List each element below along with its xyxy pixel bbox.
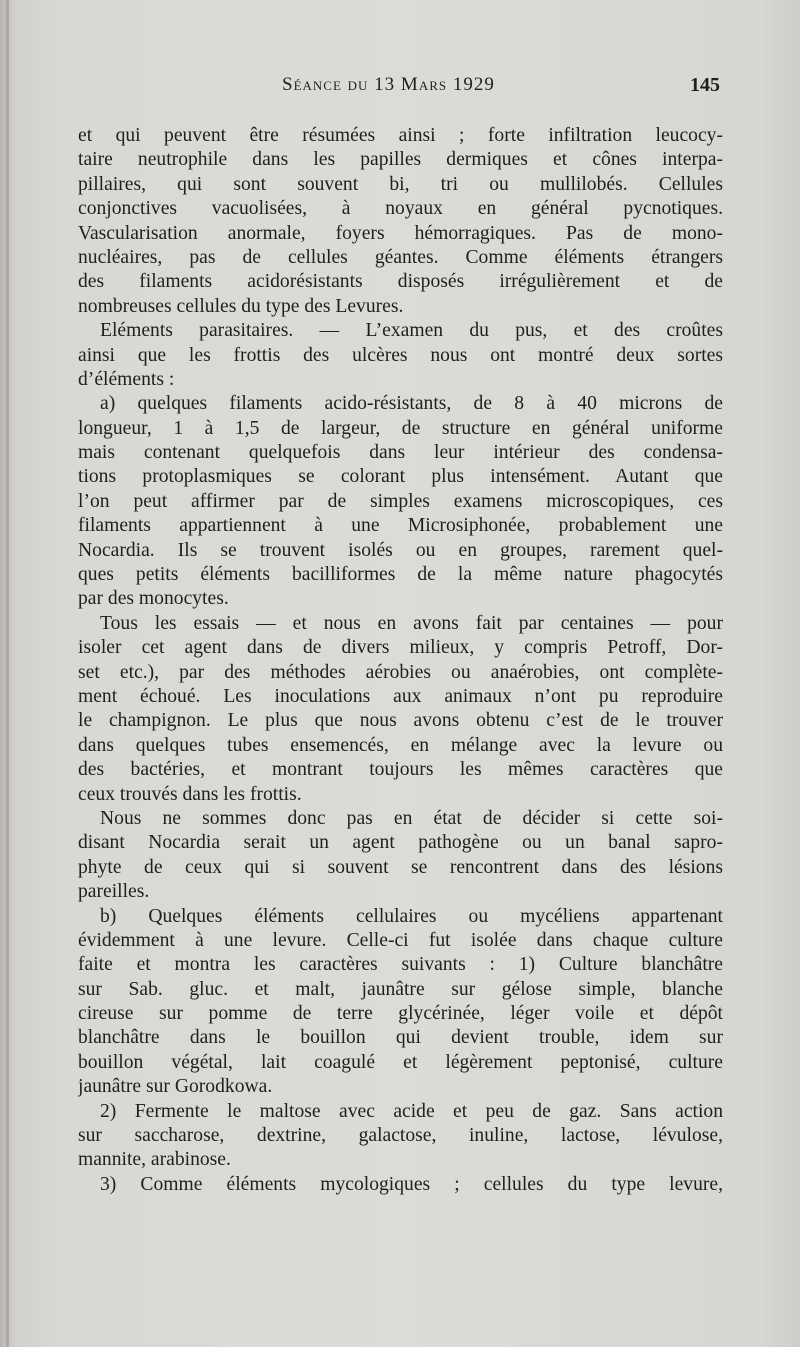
text-line: par des monocytes. (78, 588, 229, 610)
text-line: l’on peut affirmer par de simples examens microscopiques, ces (78, 490, 723, 512)
text-line: nombreuses cellules du type des Levures. (78, 295, 404, 317)
text-line: 2) Fermente le maltose avec acide et peu de gaz. Sans action (100, 1100, 723, 1122)
text-line: set etc.), par des méthodes aérobies ou anaérobies, ont complète- (78, 661, 723, 683)
text-line: pillaires, qui sont souvent bi, tri ou mullilobés. Cellules (78, 173, 723, 195)
text-line: ceux trouvés dans les frottis. (78, 783, 302, 805)
text-line: pareilles. (78, 881, 150, 903)
text-line: nucléaires, pas de cellules géantes. Comme éléments étrangers (78, 246, 723, 268)
text-line: des filaments acidorésistants disposés irrégulièrement et de (78, 271, 723, 293)
text-line: taire neutrophile dans les papilles dermiques et cônes interpa- (78, 149, 723, 171)
text-line: jaunâtre sur Gorodkowa. (78, 1076, 273, 1098)
running-title: Séance du 13 Mars 1929 (282, 74, 495, 95)
text-line: faite et montra les caractères suivants : 1) Culture blanchâtre (78, 954, 723, 976)
text-line: Nocardia. Ils se trouvent isolés ou en groupes, rarement quel- (78, 539, 723, 561)
text-line: phyte de ceux qui si souvent se rencontrent dans des lésions (78, 856, 723, 878)
text-line: Eléments parasitaires. — L’examen du pus, et des croûtes (100, 320, 723, 342)
text-line: sur saccharose, dextrine, galactose, inuline, lactose, lévulose, (78, 1125, 723, 1147)
text-line: bouillon végétal, lait coagulé et légèrement peptonisé, culture (78, 1051, 723, 1073)
text-line: le champignon. Le plus que nous avons obtenu c’est de le trouver (78, 710, 723, 732)
text-line: mannite, arabinose. (78, 1149, 231, 1171)
text-line: a) quelques filaments acido-résistants, de 8 à 40 microns de (100, 393, 723, 415)
text-line: 3) Comme éléments mycologiques ; cellules du type levure, (100, 1173, 723, 1195)
page-number: 145 (690, 74, 720, 96)
text-line: conjonctives vacuolisées, à noyaux en général pycnotiques. (78, 198, 723, 220)
text-line: blanchâtre dans le bouillon qui devient trouble, idem sur (78, 1027, 723, 1049)
text-line: et qui peuvent être résumées ainsi ; forte infiltration leucocy- (78, 125, 723, 146)
running-head (0, 74, 800, 104)
text-line: longueur, 1 à 1,5 de largeur, de structure en général uniforme (78, 417, 723, 439)
text-line: des bactéries, et montrant toujours les mêmes caractères que (78, 759, 723, 781)
text-line: Tous les essais — et nous en avons fait par centaines — pour (100, 612, 723, 634)
text-line: ques petits éléments bacilliformes de la même nature phagocytés (78, 564, 723, 586)
text-line: tions protoplasmiques se colorant plus intensément. Autant que (78, 466, 723, 488)
text-line: disant Nocardia serait un agent pathogène ou un banal sapro- (78, 832, 723, 854)
text-line: mais contenant quelquefois dans leur intérieur des condensa- (78, 442, 723, 464)
text-line: Nous ne sommes donc pas en état de décider si cette soi- (100, 807, 723, 829)
text-line: d’éléments : (78, 368, 175, 390)
text-line: ment échoué. Les inoculations aux animaux n’ont pu reproduire (78, 685, 723, 707)
text-line: filaments appartiennent à une Microsiphonée, probablement une (78, 515, 723, 537)
text-line: Vascularisation anormale, foyers hémorragiques. Pas de mono- (78, 222, 723, 244)
text-line: dans quelques tubes ensemencés, en mélange avec la levure ou (78, 734, 723, 756)
text-line: sur Sab. gluc. et malt, jaunâtre sur gélose simple, blanche (78, 978, 723, 1000)
text-line: ainsi que les frottis des ulcères nous ont montré deux sortes (78, 344, 723, 366)
text-line: évidemment à une levure. Celle-ci fut isolée dans chaque culture (78, 929, 723, 951)
text-line: isoler cet agent dans de divers milieux, y compris Petroff, Dor- (78, 637, 723, 659)
text-line: cireuse sur pomme de terre glycérinée, léger voile et dépôt (78, 1003, 723, 1025)
body-text (78, 124, 723, 1324)
text-line: b) Quelques éléments cellulaires ou mycéliens appartenant (100, 905, 723, 927)
